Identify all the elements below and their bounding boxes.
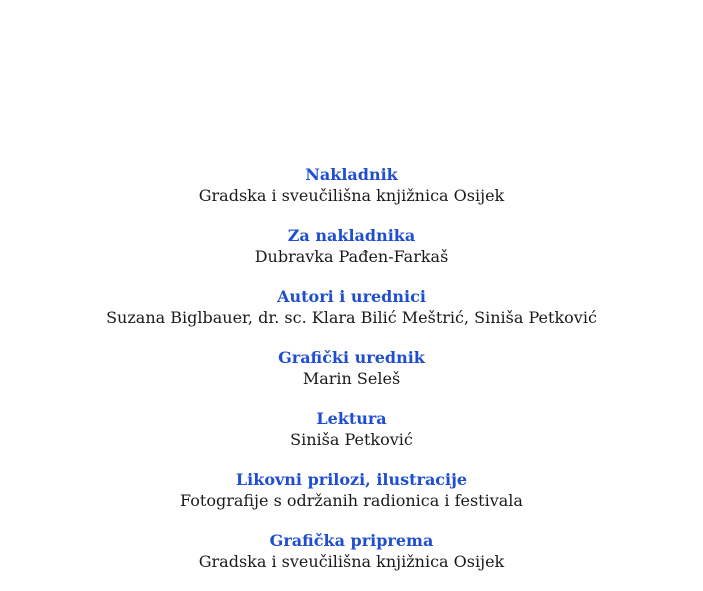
credit-label: Nakladnik bbox=[305, 165, 398, 184]
credit-label: Grafička priprema bbox=[269, 531, 434, 550]
credit-label: Za nakladnika bbox=[287, 226, 416, 245]
credit-publisher bbox=[0, 164, 703, 225]
credit-authors-editors bbox=[0, 286, 703, 347]
credit-graphic-editor bbox=[0, 347, 703, 408]
credit-label: Likovni prilozi, ilustracije bbox=[235, 470, 468, 489]
credit-value: Suzana Biglbauer, dr. sc. Klara Bilić Meštrić, Siniša Petković bbox=[106, 308, 597, 327]
credit-value: Dubravka Pađen-Farkaš bbox=[254, 247, 449, 266]
imprint-credits bbox=[0, 164, 703, 591]
credit-illustrations bbox=[0, 469, 703, 530]
credit-label: Lektura bbox=[316, 409, 387, 428]
credit-for-publisher bbox=[0, 225, 703, 286]
credit-value: Siniša Petković bbox=[290, 430, 413, 449]
credit-label: Autori i urednici bbox=[277, 287, 426, 306]
credit-proofreading bbox=[0, 408, 703, 469]
credit-value: Gradska i sveučilišna knjižnica Osijek bbox=[198, 552, 505, 571]
credit-label: Grafički urednik bbox=[278, 348, 425, 367]
credit-prepress bbox=[0, 530, 703, 591]
credit-value: Fotografije s održanih radionica i festivala bbox=[180, 491, 523, 510]
credit-value: Marin Seleš bbox=[302, 369, 401, 388]
credit-value: Gradska i sveučilišna knjižnica Osijek bbox=[198, 186, 505, 205]
